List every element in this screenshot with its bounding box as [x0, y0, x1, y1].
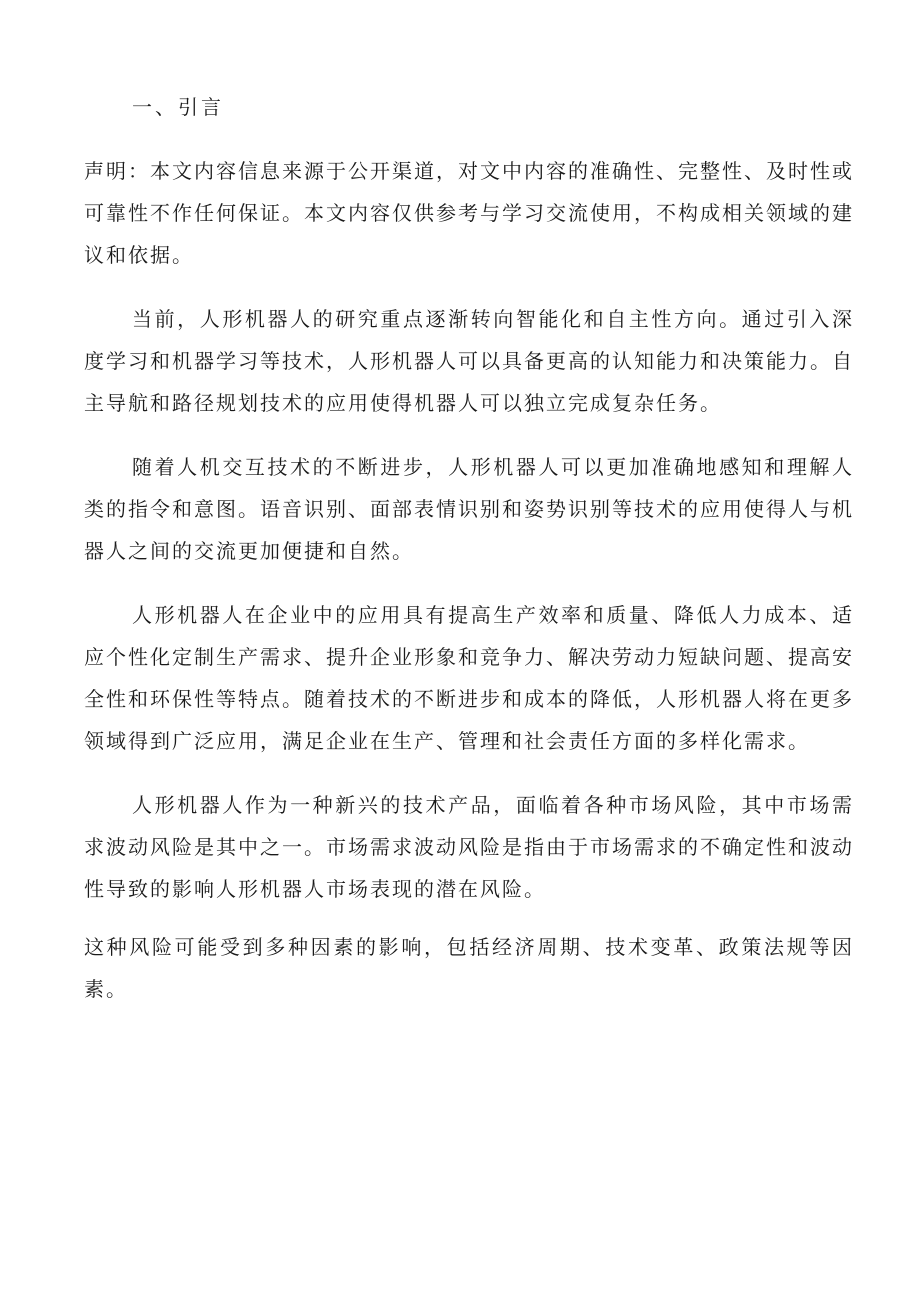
- body-paragraph: 人形机器人作为一种新兴的技术产品，面临着各种市场风险，其中市场需求波动风险是其中之一。市场需求波动风险是指由于市场需求的不确定性和波动性导致的影响人形机器人市场表现的潜在风险。: [84, 793, 854, 901]
- document-page: [84, 86, 854, 1032]
- body-paragraph: 人形机器人在企业中的应用具有提高生产效率和质量、降低人力成本、适应个性化定制生产需求、提升企业形象和竞争力、解决劳动力短缺问题、提高安全性和环保性等特点。随着技术的不断进步和成本的降低，人形机器人将在更多领域得到广泛应用，满足企业在生产、管理和社会责任方面的多样化需求。: [84, 603, 854, 753]
- body-paragraph: 当前，人形机器人的研究重点逐渐转向智能化和自主性方向。通过引入深度学习和机器学习等技术，人形机器人可以具备更高的认知能力和决策能力。自主导航和路径规划技术的应用使得机器人可以独立完成复杂任务。: [84, 307, 854, 415]
- section-heading: 一、引言: [132, 95, 224, 119]
- body-paragraph: 随着人机交互技术的不断进步，人形机器人可以更加准确地感知和理解人类的指令和意图。语音识别、面部表情识别和姿势识别等技术的应用使得人与机器人之间的交流更加便捷和自然。: [84, 455, 854, 563]
- disclaimer-paragraph: 声明：本文内容信息来源于公开渠道，对文中内容的准确性、完整性、及时性或可靠性不作任何保证。本文内容仅供参考与学习交流使用，不构成相关领域的建议和依据。: [84, 159, 854, 267]
- body-paragraph: 这种风险可能受到多种因素的影响，包括经济周期、技术变革、政策法规等因素。: [84, 935, 854, 1001]
